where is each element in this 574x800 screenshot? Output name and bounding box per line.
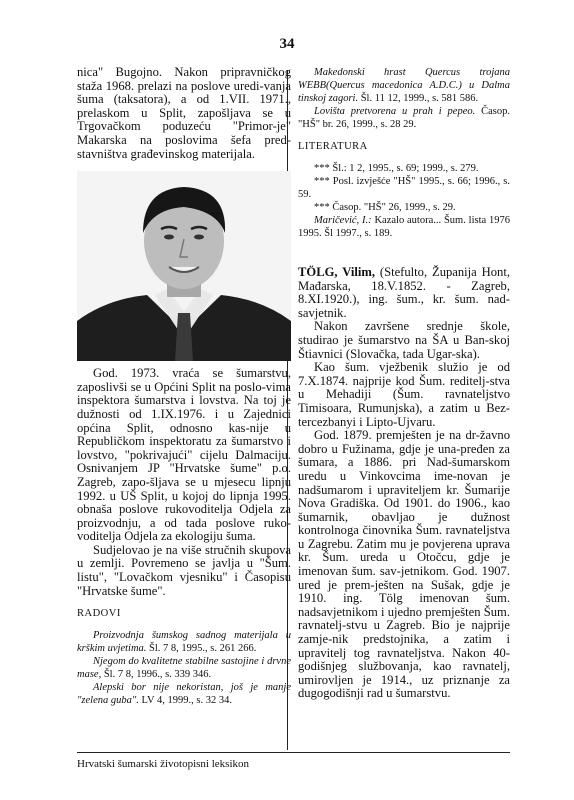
footer-rule bbox=[77, 752, 510, 753]
literatura-heading: LITERATURA bbox=[298, 141, 368, 152]
page-number: 34 bbox=[279, 36, 295, 52]
radovi-source: LV 4, 1999., s. 32 34. bbox=[138, 695, 232, 707]
entry-name: TÖLG, Vilim, bbox=[298, 265, 375, 279]
radovi-title: Alepski bor nije nekoristan, još je manje "zelena guba". bbox=[77, 682, 291, 707]
right-column bbox=[298, 66, 510, 701]
literatura-item-4 bbox=[298, 214, 510, 240]
literatura-author: Maričević, I.: bbox=[314, 215, 372, 226]
literatura-item-2: *** Posl. izvješće "HŠ" 1995., s. 66; 1996., s. 59. bbox=[298, 176, 510, 200]
literatura-item-1: *** Šl.: 1 2, 1995., s. 69; 1999., s. 279. bbox=[314, 163, 479, 174]
portrait-photo bbox=[77, 171, 291, 361]
work-source: Časop. "HŠ" br. 26, 1999., s. 28 29. bbox=[298, 106, 510, 130]
left-column bbox=[77, 66, 291, 707]
radovi-item-3 bbox=[77, 681, 291, 707]
radovi-title: Proizvodnja šumskog sadnog materijala u krškim uvjetima. bbox=[77, 630, 291, 655]
radovi-source: Šl. 7 8, 1996., s. 339 346. bbox=[101, 669, 212, 681]
right-paragraph-1: Nakon završene srednje škole, studirao je šumarstvo na ŠA u Ban-skoj Štiavnici (Slovačka, tada Ugar-ska). bbox=[298, 319, 510, 361]
works-item-2 bbox=[298, 105, 510, 131]
entry-intro: (Stefulto, Županija Hont, Mađarska, 18.V.1852. - Zagreb, 8.XI.1920.), ing. šum., kr. šum. nad-savjetnik. bbox=[298, 265, 510, 320]
work-title: Makedonski hrast Quercus trojana WEBB(Quercus macedonica A.D.C.) u Dalma tinskoj zagori. bbox=[298, 67, 510, 104]
portrait-image bbox=[77, 171, 291, 361]
work-source: Šl. 11 12, 1999., s. 581 586. bbox=[358, 93, 479, 104]
left-paragraph-3: Sudjelovao je na više stručnih skupova u zemlji. Povremeno se javlja u "Šum. listu", "Lovačkom vjesniku" i Časopisu "Hrvatske šume". bbox=[77, 542, 291, 598]
left-paragraph-2: God. 1973. vraća se šumarstvu, zaposlivši se u Općini Split na poslo-vima inspektora šumarstva i lovstva. Na toj je dužnosti od 1.IX.1976. i u Zajednici općina Split, odnosno kas-nije u Republičkom inspektoratu za šumarstvo i lovstvo, "pokrivajući" cijelu Dalmaciju. Osnivanjem JP "Hrvatske šume" p.o. Zagreb, zapo-šljava se u mjesecu lipnju 1992. u UŠ Split, u kojoj do lipnja 1995. obnaša poslove rukovoditelja Odjela za proizvodnju, a od tada poslove ruko-voditelja Odjela za ekologiju šuma. bbox=[77, 366, 291, 544]
left-paragraph-1: nica" Bugojno. Nakon pripravničkog staža 1968. prelazi na poslove uredi-vanja šuma (taksatora), a od 1.VII. 1971., prelaskom u Split, zapošljava se u Trgovačkom poduzeću "Primor-je" Makarska na poslovima šefa pred-stavništva građevinskog materijala. bbox=[77, 65, 291, 161]
right-paragraph-3: God. 1879. premješten je na dr-žavno dobro u Fužinama, gdje je una-pređen za šumara, a 1886. pri Nad-šumarskom uredu u Vinkovcima ime-novan je nadšumarom i upraviteljem kr. Šumarije Nova Gradiška. Od 1901. do 1906., kao šumarnik, obavljao je dužnost kontrolnoga činovnika Šum. ravnateljstva u Zagrebu. Zatim mu je povjerena uprava kr. Šum. ureda u Otočcu, gdje je imenovan šum. sav-jetnikom. God. 1907. ured je prem-ješten na Sušak, gdje je 1910. ing. Tölg imenovan šum. nadsavjetnikom i ujedno premješten Šum. ravnatelj-stvu u Zagreb. Bio je najprije zamje-nik predstojnika, a zatim i upravitelj tog ravnateljstva. Nakon 40-godišnjeg službovanja, kao ravnatelj, umirovljen je 1914., uz priznanje za dugogodišnji rad u šumarstvu. bbox=[298, 428, 510, 701]
works-item-1 bbox=[298, 66, 510, 105]
footer-text: Hrvatski šumarski životopisni leksikon bbox=[77, 758, 250, 770]
entry-heading bbox=[298, 266, 510, 320]
radovi-item-2 bbox=[77, 655, 291, 681]
radovi-source: Šl. 7 8, 1995., s. 261 266. bbox=[146, 643, 257, 655]
right-paragraph-2: Kao šum. vježbenik služio je od 7.X.1874. najprije kod Šum. reditelj-stva u Mehadiji (Šum. ravnateljstvo Timisoara, Rumunjska), a zatim u Bez-tercezbanyi i Lipto-Ujvaru. bbox=[298, 360, 510, 429]
literatura-item-3: *** Časop. "HŠ" 26, 1999., s. 29. bbox=[314, 202, 456, 213]
work-title: Lovišta pretvorena u prah i pepeo. bbox=[314, 106, 476, 117]
literatura-source: Kazalo autora... Šum. lista 1976 1995. Šl 1997., s. 189. bbox=[298, 215, 510, 239]
radovi-title: Njegom do kvalitetne stabilne sastojine i drvne mase, bbox=[77, 656, 291, 681]
radovi-item-1 bbox=[77, 629, 291, 655]
radovi-heading: RADOVI bbox=[77, 608, 121, 620]
